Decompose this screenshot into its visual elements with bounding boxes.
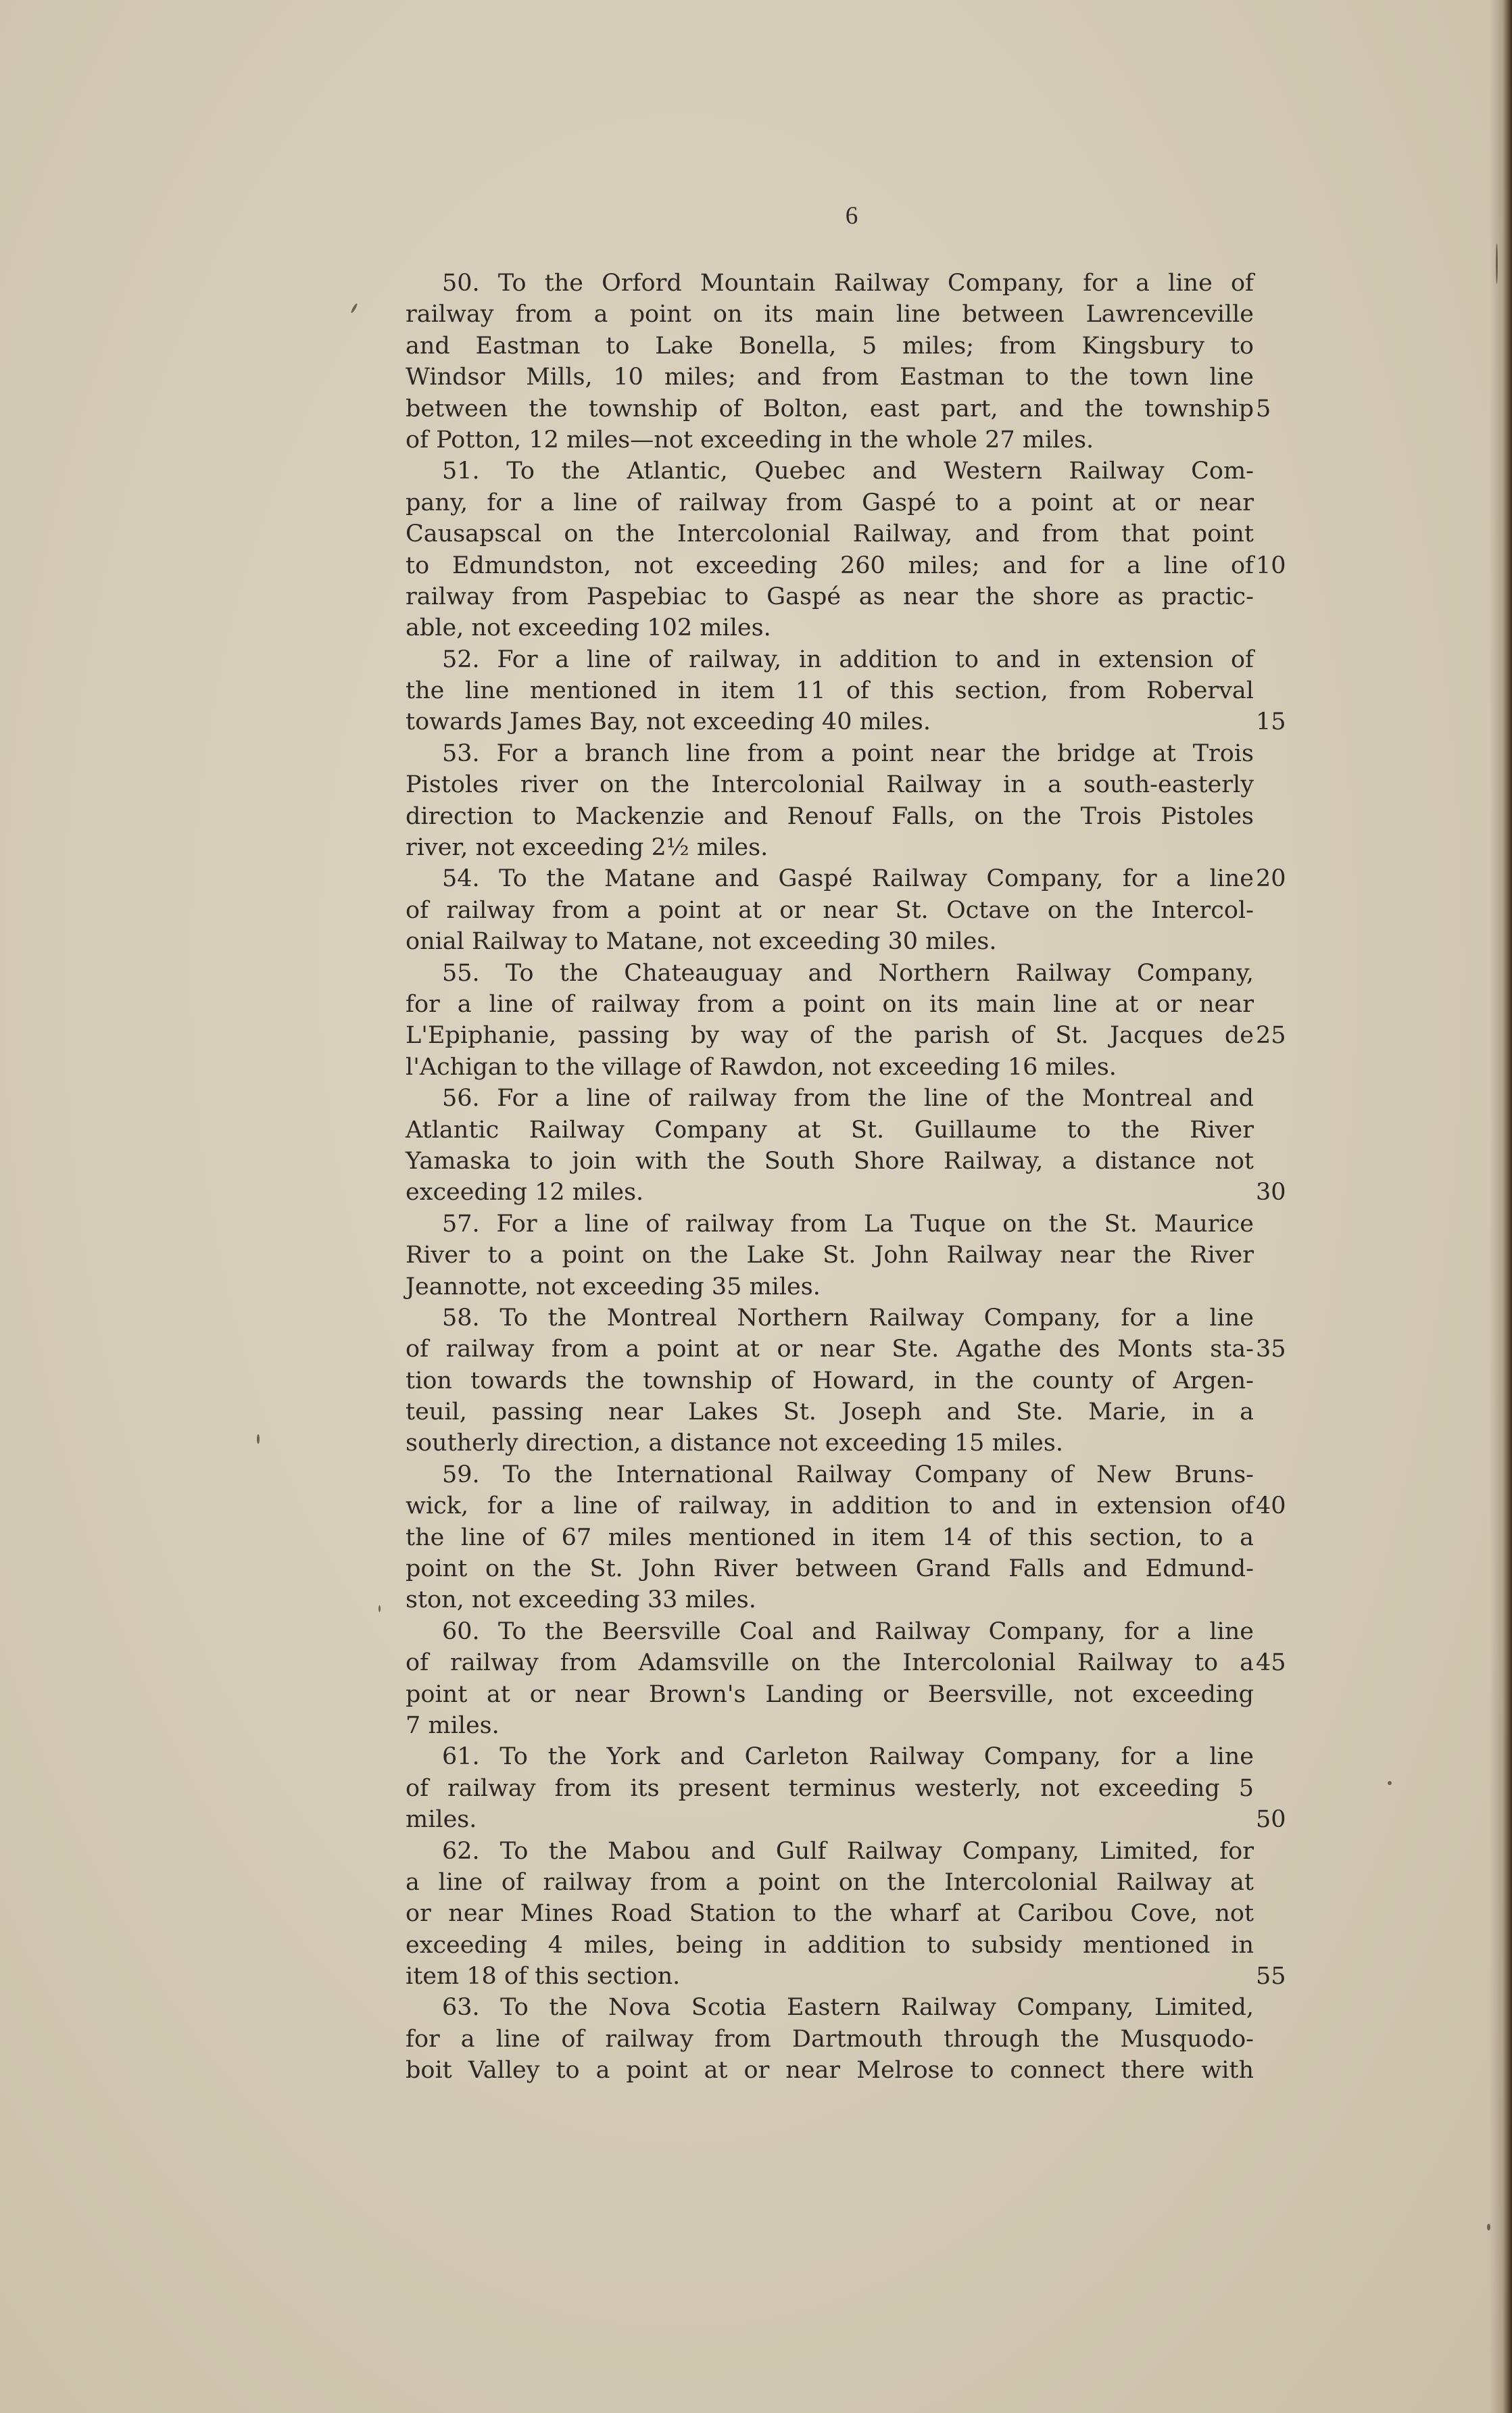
text-line: 59. To the International Railway Company of New Bruns-: [442, 1461, 1254, 1488]
margin-line-number: 20: [1256, 865, 1286, 893]
margin-line-spacer: [1256, 424, 1310, 456]
margin-line-spacer: [1256, 958, 1310, 989]
margin-line-spacer: [1256, 1930, 1310, 1961]
text-line: the line mentioned in item 11 of this section, from Roberval: [406, 677, 1254, 705]
text-line: 52. For a line of railway, in addition to and in extension of: [442, 645, 1254, 673]
margin-line-spacer: [1256, 1898, 1310, 1929]
margin-line-spacer: [1256, 1115, 1310, 1146]
paper-speck: [257, 1434, 260, 1444]
paper-speck: [1388, 1781, 1392, 1785]
text-line: River to a point on the Lake St. John Railway near the River: [406, 1242, 1254, 1269]
margin-line-spacer: [1256, 1365, 1310, 1396]
margin-line-spacer: [1256, 581, 1310, 612]
margin-line-spacer: [1256, 832, 1310, 863]
body-text: [406, 268, 1254, 2087]
text-line: onial Railway to Matane, not exceeding 30 miles.: [406, 928, 997, 956]
text-line: teuil, passing near Lakes St. Joseph and Ste. Marie, in a: [406, 1398, 1254, 1426]
text-line: of railway from a point at or near St. Octave on the Intercol-: [406, 896, 1254, 924]
paper-speck: [379, 1605, 381, 1612]
margin-line-number: 35: [1256, 1336, 1286, 1363]
text-line: 60. To the Beersville Coal and Railway Company, for a line: [442, 1617, 1254, 1645]
margin-line-spacer: [1256, 1302, 1310, 1334]
margin-line-number: 55: [1256, 1963, 1286, 1991]
text-line: between the township of Bolton, east part, and the township: [406, 395, 1254, 422]
margin-line-spacer: [1256, 1616, 1310, 1647]
text-line: boit Valley to a point at or near Melrose to connect there with: [406, 2057, 1254, 2085]
text-line: direction to Mackenzie and Renouf Falls, on the Trois Pistoles: [406, 802, 1254, 830]
text-line: a line of railway from a point on the Intercolonial Railway at: [406, 1868, 1254, 1896]
margin-line-spacer: [1256, 1553, 1310, 1584]
text-line: for a line of railway from a point on its main line at or near: [406, 990, 1254, 1018]
margin-line-spacer: [1256, 1459, 1310, 1490]
margin-line-spacer: [1256, 268, 1310, 299]
text-line: 57. For a line of railway from La Tuque on the St. Maurice: [442, 1210, 1254, 1238]
margin-line-spacer: [1256, 644, 1310, 675]
text-line: railway from a point on its main line between Lawrenceville: [406, 301, 1254, 328]
text-line: l'Achigan to the village of Rawdon, not exceeding 16 miles.: [406, 1053, 1117, 1081]
text-line: L'Epiphanie, passing by way of the parish of St. Jacques de: [406, 1022, 1254, 1050]
text-line: able, not exceeding 102 miles.: [406, 614, 771, 642]
margin-line-number: 25: [1256, 1022, 1286, 1050]
text-line: southerly direction, a distance not exceeding 15 miles.: [406, 1430, 1063, 1457]
text-line: exceeding 4 miles, being in addition to subsidy mentioned in: [406, 1931, 1254, 1959]
margin-line-spacer: [1256, 456, 1310, 487]
margin-line-spacer: [1256, 1836, 1310, 1867]
margin-line-number: 15: [1256, 708, 1286, 736]
text-line: 7 miles.: [406, 1711, 499, 1739]
margin-line-spacer: [1256, 1741, 1310, 1772]
margin-line-number: 45: [1256, 1649, 1286, 1677]
text-line: 58. To the Montreal Northern Railway Company, for a line: [442, 1304, 1254, 1332]
text-line: or near Mines Road Station to the wharf at Caribou Cove, not: [406, 1900, 1254, 1928]
text-line: 51. To the Atlantic, Quebec and Western Railway Com-: [442, 458, 1254, 485]
margin-line-spacer: [1256, 1396, 1310, 1428]
text-line: to Edmundston, not exceeding 260 miles; and for a line of: [406, 552, 1254, 579]
text-line: railway from Paspebiac to Gaspé as near the shore as practic-: [406, 583, 1254, 610]
margin-line-spacer: [1256, 299, 1310, 330]
text-line: miles.: [406, 1806, 477, 1834]
text-line: of Potton, 12 miles—not exceeding in the whole 27 miles.: [406, 426, 1094, 454]
margin-line-spacer: [1256, 926, 1310, 957]
margin-line-spacer: [1256, 2024, 1310, 2055]
text-line: Windsor Mills, 10 miles; and from Eastman to the town line: [406, 364, 1254, 391]
margin-line-spacer: [1256, 612, 1310, 643]
text-line: point at or near Brown's Landing or Beersville, not exceeding: [406, 1680, 1254, 1708]
margin-line-spacer: [1256, 362, 1310, 393]
text-line: and Eastman to Lake Bonella, 5 miles; from Kingsbury to: [406, 332, 1254, 360]
margin-line-spacer: [1256, 895, 1310, 926]
paper-speck: [350, 303, 358, 314]
margin-line-number: 5: [1256, 395, 1271, 422]
margin-line-spacer: [1256, 1240, 1310, 1271]
margin-line-number: 10: [1256, 552, 1286, 579]
margin-line-spacer: [1256, 487, 1310, 518]
margin-line-spacer: [1256, 1710, 1310, 1741]
text-line: Causapscal on the Intercolonial Railway, and from that point: [406, 520, 1254, 548]
text-line: river, not exceeding 2½ miles.: [406, 834, 769, 862]
margin-line-spacer: [1256, 1146, 1310, 1177]
margin-line-spacer: [1256, 1867, 1310, 1898]
text-line: ston, not exceeding 33 miles.: [406, 1586, 756, 1614]
paper-speck: [1487, 2224, 1490, 2231]
text-line: 62. To the Mabou and Gulf Railway Company, Limited, for: [442, 1837, 1254, 1865]
margin-line-number: 50: [1256, 1806, 1286, 1834]
margin-line-spacer: [1256, 1584, 1310, 1615]
margin-line-spacer: [1256, 1679, 1310, 1710]
text-line: pany, for a line of railway from Gaspé to a point at or near: [406, 489, 1254, 516]
text-line: exceeding 12 miles.: [406, 1179, 644, 1206]
text-line: of railway from a point at or near Ste. Agathe des Monts sta-: [406, 1336, 1254, 1363]
text-line: of railway from Adamsville on the Intercolonial Railway to a: [406, 1649, 1254, 1677]
margin-line-spacer: [1256, 2055, 1310, 2086]
margin-line-spacer: [1256, 1083, 1310, 1114]
margin-line-spacer: [1256, 1052, 1310, 1083]
margin-line-spacer: [1256, 518, 1310, 550]
text-line: the line of 67 miles mentioned in item 14 of this section, to a: [406, 1524, 1254, 1551]
text-line: towards James Bay, not exceeding 40 miles.: [406, 708, 931, 736]
margin-line-spacer: [1256, 801, 1310, 832]
margin-line-spacer: [1256, 769, 1310, 800]
margin-line-number: 30: [1256, 1179, 1286, 1206]
text-line: point on the St. John River between Grand Falls and Edmund-: [406, 1555, 1254, 1583]
margin-line-numbers: [1256, 268, 1310, 2087]
text-line: 61. To the York and Carleton Railway Company, for a line: [442, 1743, 1254, 1771]
text-line: 63. To the Nova Scotia Eastern Railway Company, Limited,: [442, 1994, 1254, 2022]
text-line: Yamaska to join with the South Shore Railway, a distance not: [406, 1147, 1254, 1175]
margin-line-number: 40: [1256, 1492, 1286, 1520]
margin-line-spacer: [1256, 1271, 1310, 1302]
margin-line-spacer: [1256, 331, 1310, 362]
text-line: item 18 of this section.: [406, 1963, 681, 1991]
paper-speck: [1496, 243, 1498, 284]
margin-line-spacer: [1256, 675, 1310, 706]
text-line: 50. To the Orford Mountain Railway Company, for a line of: [442, 270, 1254, 297]
text-line: 56. For a line of railway from the line of the Montreal and: [442, 1085, 1254, 1113]
margin-line-spacer: [1256, 1522, 1310, 1553]
margin-line-spacer: [1256, 989, 1310, 1020]
text-line: Jeannotte, not exceeding 35 miles.: [406, 1273, 821, 1300]
text-line: 54. To the Matane and Gaspé Railway Company, for a line: [442, 865, 1254, 893]
text-line: Pistoles river on the Intercolonial Railway in a south-easterly: [406, 771, 1254, 799]
text-line: for a line of railway from Dartmouth through the Musquodo-: [406, 2025, 1254, 2053]
text-line: 55. To the Chateauguay and Northern Railway Company,: [442, 959, 1254, 987]
text-line: tion towards the township of Howard, in the county of Argen-: [406, 1367, 1254, 1394]
text-line: of railway from its present terminus westerly, not exceeding 5: [406, 1774, 1254, 1802]
page-number: 6: [845, 202, 858, 230]
margin-line-spacer: [1256, 738, 1310, 769]
margin-line-spacer: [1256, 1428, 1310, 1459]
text-line: Atlantic Railway Company at St. Guillaume to the River: [406, 1116, 1254, 1144]
text-line: wick, for a line of railway, in addition to and in extension of: [406, 1492, 1254, 1520]
margin-line-spacer: [1256, 1209, 1310, 1240]
text-line: 53. For a branch line from a point near the bridge at Trois: [442, 739, 1254, 767]
margin-line-spacer: [1256, 1773, 1310, 1804]
page-binding-edge: [1489, 0, 1512, 2413]
margin-line-spacer: [1256, 1992, 1310, 2023]
